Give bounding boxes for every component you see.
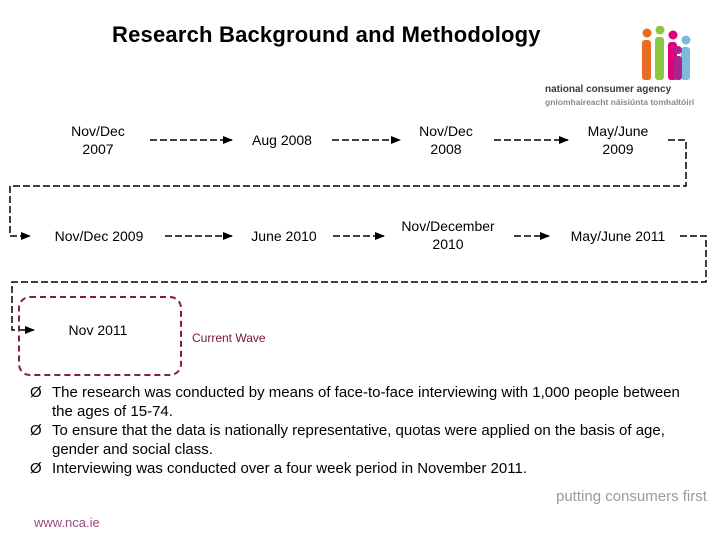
timeline-node-nov-dec-2007: Nov/Dec 2007 — [71, 123, 125, 157]
bullet-text: To ensure that the data is nationally representative, quotas were applied on the basis of age, gender and social class. — [52, 422, 665, 458]
timeline-node-may-june-2011: May/June 2011 — [570, 228, 666, 244]
timeline-node-nov-december-2010: Nov/December 2010 — [401, 218, 495, 252]
timeline-node-aug-2008: Aug 2008 — [252, 132, 312, 148]
logo-name: national consumer agency — [545, 84, 672, 95]
page-title: Research Background and Methodology — [112, 22, 541, 47]
arrow-bullet-icon: Ø — [30, 460, 42, 477]
logo-irish-name: gníomhaireacht náisiúnta tomhaltóirí — [545, 97, 695, 107]
timeline-node-nov-2011: Nov 2011 — [68, 322, 128, 338]
bullet-text: The research was conducted by means of face-to-face interviewing with 1,000 people between the ages of 15-74. — [52, 384, 680, 420]
arrow-bullet-icon: Ø — [30, 422, 42, 439]
current-wave-label: Current Wave — [192, 331, 266, 345]
arrow-bullet-icon: Ø — [30, 384, 42, 401]
timeline-node-june-2010: June 2010 — [251, 228, 317, 244]
timeline-node-may-june-2009: May/June 2009 — [587, 123, 649, 157]
footer-tagline: putting consumers first — [556, 488, 707, 505]
bullet-text: Interviewing was conducted over a four week period in November 2011. — [52, 460, 527, 477]
bullet-item — [30, 383, 690, 421]
timeline-node-nov-dec-2009: Nov/Dec 2009 — [54, 228, 144, 244]
methodology-bullets — [30, 383, 690, 478]
footer-url-link[interactable]: www.nca.ie — [34, 515, 100, 530]
bullet-item — [30, 459, 690, 478]
timeline-node-nov-dec-2008: Nov/Dec 2008 — [419, 123, 473, 157]
bullet-item — [30, 421, 690, 459]
